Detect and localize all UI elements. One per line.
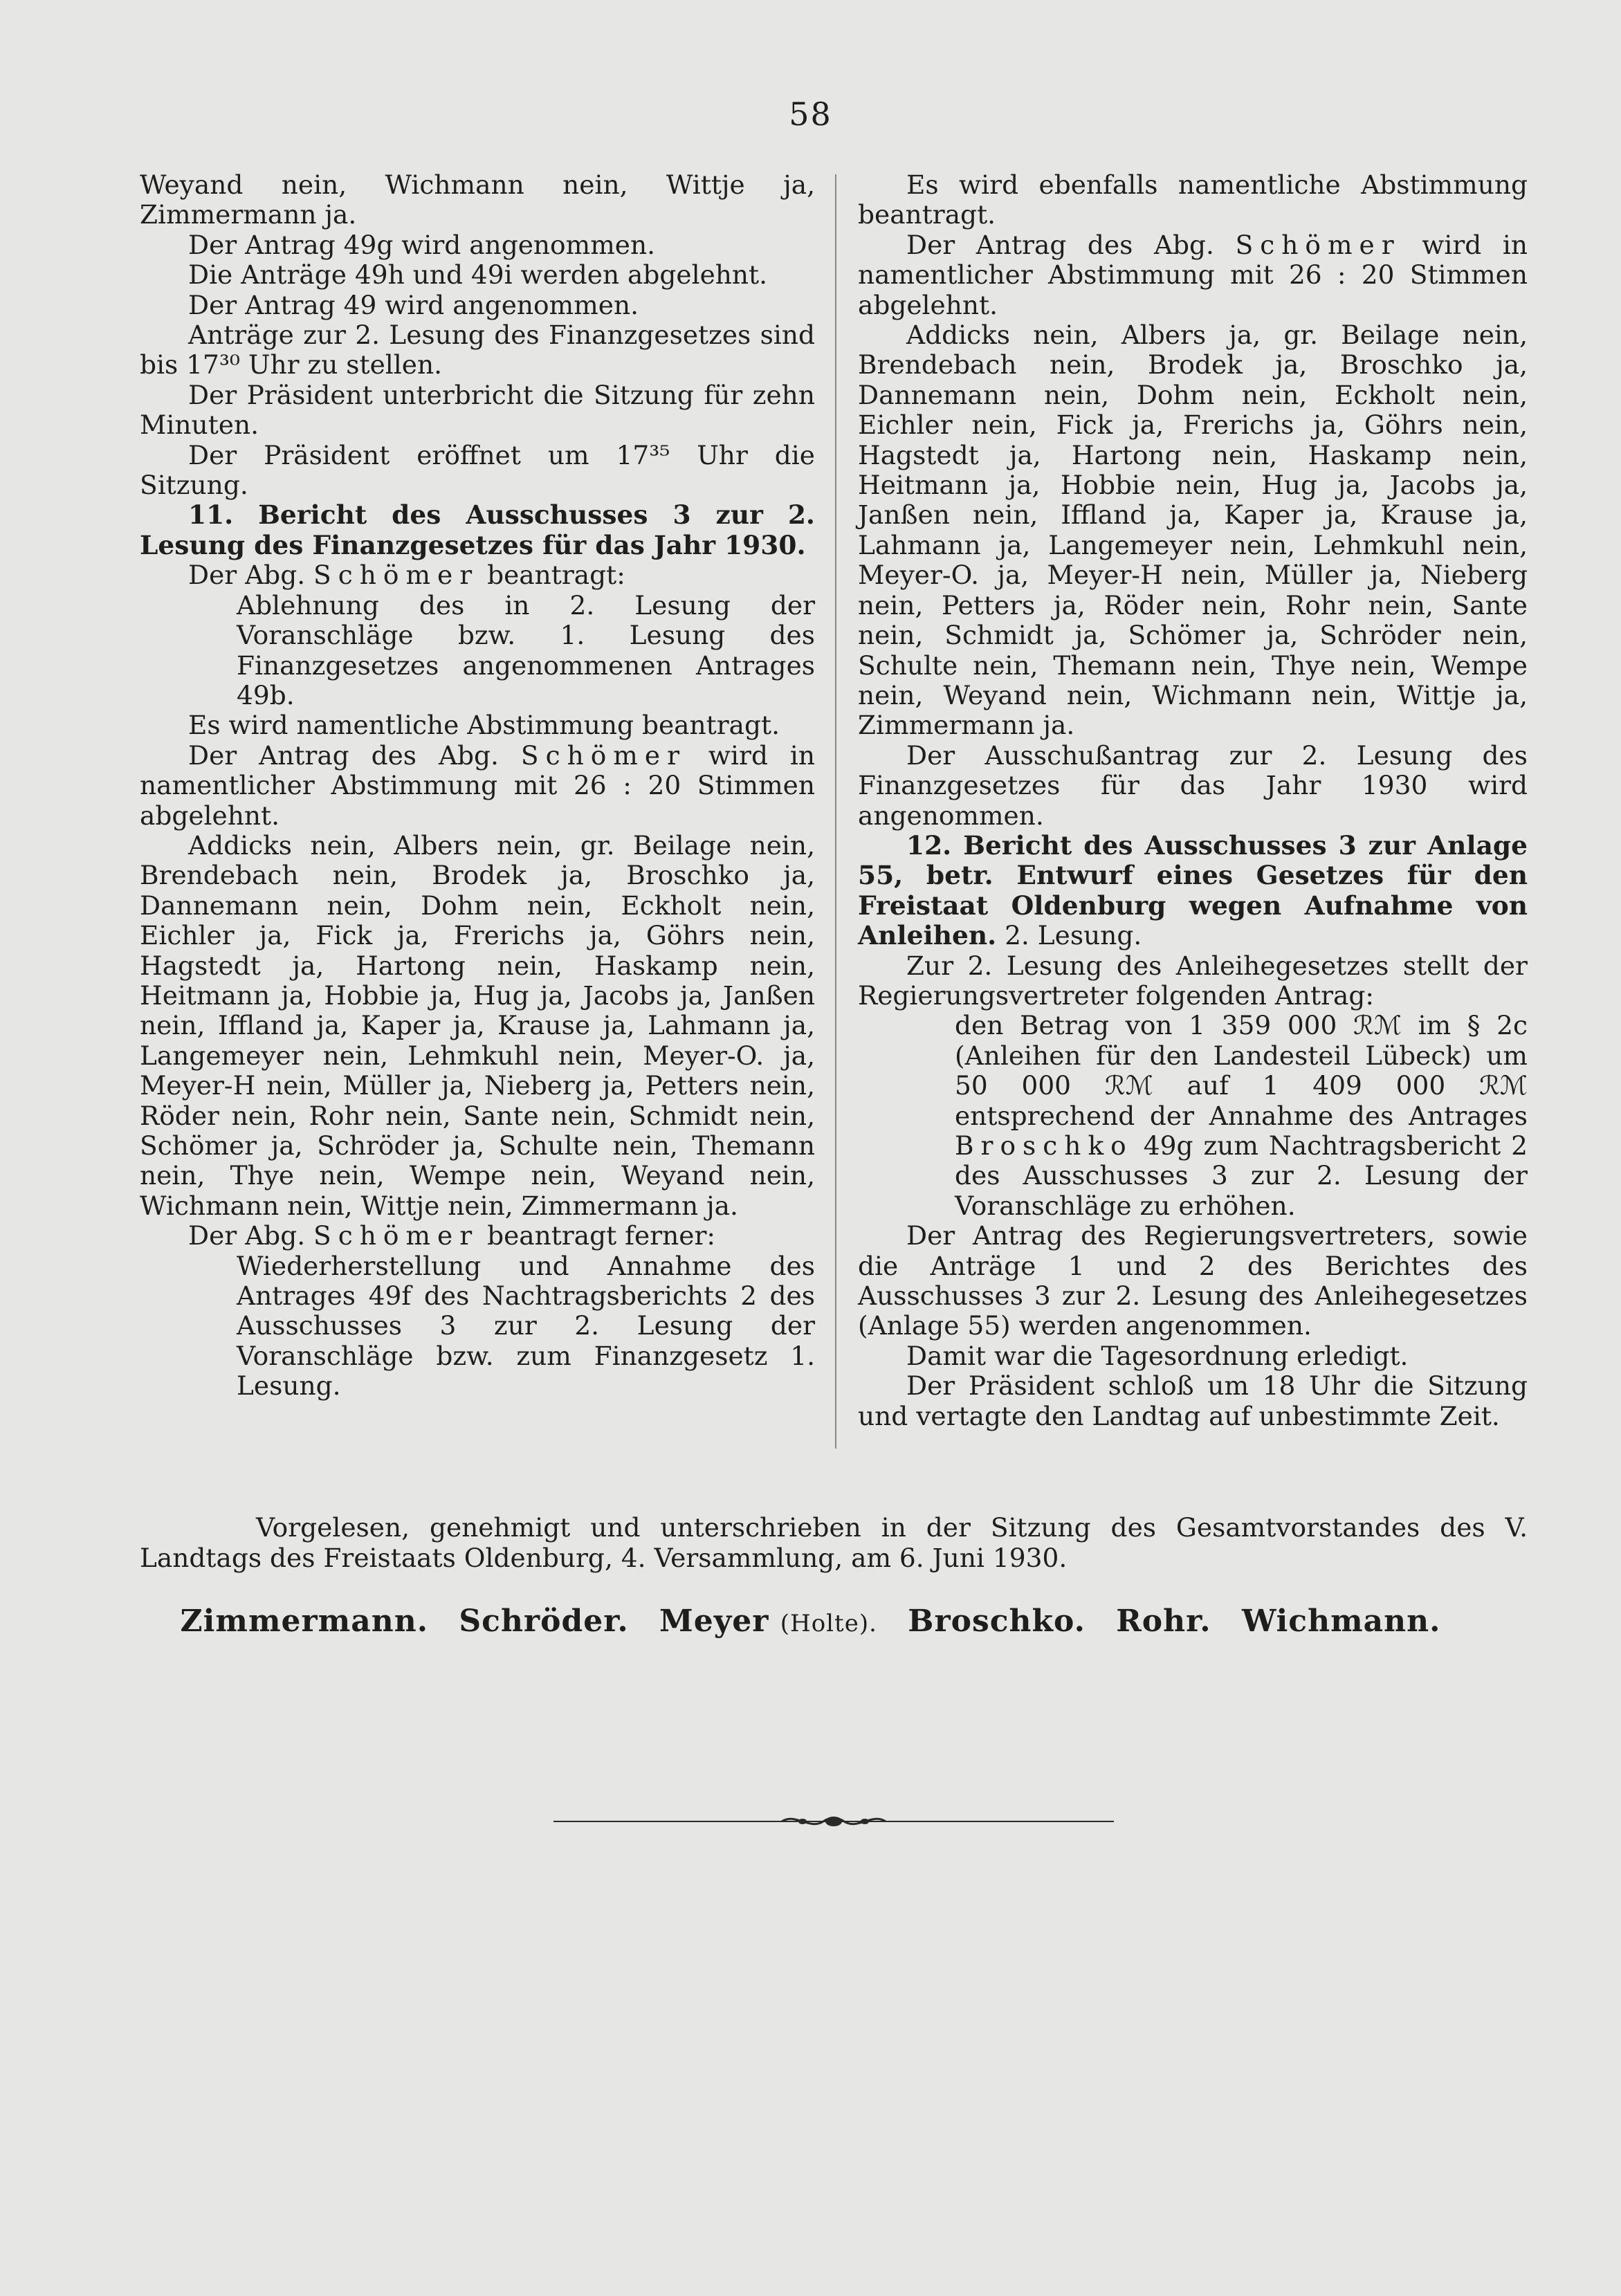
signature-zimmermann: Zimmermann.	[180, 1604, 429, 1639]
paragraph: Es wird ebenfalls namentliche Abstimmung beantragt.	[858, 169, 1528, 230]
text-part: 49g zum Nachtragsbericht 2 des Ausschusses 3 zur 2. Lesung der Voranschläge zu erhöhen.	[955, 1130, 1528, 1221]
approval-note: Vorgelesen, genehmigt und unterschrieben in der Sitzung des Gesamtvorstandes des V. Landtags des Freistaats Oldenburg, 4. Versammlung, am 6. Juni 1930.	[140, 1512, 1528, 1573]
paragraph: Der Antrag 49 wird angenommen.	[188, 289, 639, 320]
text-part: Der Antrag des Abg.	[188, 740, 499, 771]
signature-broschko: Broschko.	[908, 1604, 1086, 1639]
motion-text: Ablehnung des in 2. Lesung der Voranschläge bzw. 1. Lesung des Finanzgesetzes angenommenen Antrages 49b.	[237, 589, 815, 710]
text-part: Der Antrag des Abg.	[906, 229, 1214, 260]
text-part: wird in namentlicher Abstimmung mit 26 : 20 Stimmen abgelehnt.	[140, 740, 816, 831]
paragraph: Die Anträge 49h und 49i werden abgelehnt.	[188, 259, 768, 291]
paragraph	[140, 1221, 815, 1251]
signature-meyer-name: Meyer	[659, 1604, 769, 1639]
paragraph: Addicks nein, Albers nein, gr. Beilage nein, Brendebach nein, Brodek ja, Broschko ja, Dannemann nein, Dohm nein, Eckholt nein, Eichler ja, Fick ja, Frerichs ja, Göhrs nein, Hagstedt ja, Hartong nein, Haskamp nein, Heitmann ja, Hobbie ja, Hug ja, Jacobs ja, Janßen nein, Iffland ja, Kaper ja, Krause ja, Lahmann ja, Langemeyer nein, Lehmkuhl nein, Meyer-O. ja, Meyer-H nein, Müller ja, Nieberg ja, Petters nein, Röder nein, Rohr nein, Sante nein, Schmidt nein, Schömer ja, Schröder ja, Schulte nein, Themann nein, Thye nein, Wempe nein, Weyand nein, Wichmann nein, Wittje nein, Zimmermann ja.	[140, 829, 815, 1221]
right-column	[858, 170, 1528, 1431]
text-part: wird in namentlicher Abstimmung mit 26 : 20 Stimmen abgelehnt.	[858, 229, 1528, 320]
signature-wichmann: Wichmann.	[1241, 1604, 1441, 1639]
paragraph: Der Präsident schloß um 18 Uhr die Sitzung und vertagte den Landtag auf unbestimmte Zeit.	[858, 1370, 1528, 1431]
signature-meyer-note: (Holte).	[780, 1610, 877, 1637]
text-part: Der Abg.	[188, 1220, 306, 1251]
column-divider	[835, 174, 836, 1449]
text-part: beantragt:	[487, 560, 625, 591]
text-part: den Betrag von 1 359 000 ℛℳ im § 2c (Anleihen für den Landesteil Lübeck) um 50 000 ℛℳ auf 1 409 000 ℛℳ entsprechend der Annahme des Antrages	[955, 1010, 1528, 1131]
section-heading: 11. Bericht des Ausschusses 3 zur 2. Lesung des Finanzgesetzes für das Jahr 1930.	[140, 499, 815, 560]
speaker-name: Schömer	[520, 740, 686, 771]
paragraph: Addicks nein, Albers ja, gr. Beilage nein, Brendebach nein, Brodek ja, Broschko ja, Dannemann nein, Dohm nein, Eckholt nein, Eichler nein, Fick ja, Frerichs ja, Göhrs nein, Hagstedt ja, Hartong nein, Haskamp nein, Heitmann ja, Hobbie nein, Hug ja, Jacobs ja, Janßen nein, Iffland ja, Kaper ja, Krause ja, Lahmann ja, Langemeyer nein, Lehmkuhl nein, Meyer-O. ja, Meyer-H nein, Müller ja, Nieberg nein, Petters ja, Röder nein, Rohr nein, Sante nein, Schmidt ja, Schömer ja, Schröder nein, Schulte nein, Themann nein, Thye nein, Wempe nein, Weyand nein, Wichmann nein, Wittje ja, Zimmermann ja.	[858, 320, 1528, 741]
paragraph	[140, 560, 815, 590]
heading-tail: 2. Lesung.	[996, 920, 1142, 951]
signature-schroeder: Schröder.	[459, 1604, 629, 1639]
paragraph: Der Antrag des Regierungsvertreters, sowie die Anträge 1 und 2 des Berichtes des Ausschusses 3 zur 2. Lesung des Anleihegesetzes (Anlage 55) werden angenommen.	[858, 1220, 1528, 1341]
paragraph	[140, 741, 815, 831]
heading-text: 12. Bericht des Ausschusses 3 zur Anlage 55, betr. Entwurf eines Gesetzes für den Freistaat Oldenburg wegen Aufnahme von Anleihen.	[858, 829, 1528, 951]
speaker-name: Broschko	[955, 1130, 1133, 1161]
page-number: 58	[789, 95, 832, 133]
paragraph	[858, 230, 1528, 320]
paragraph: Es wird namentliche Abstimmung beantragt.	[188, 710, 780, 741]
signature-meyer	[659, 1604, 877, 1639]
motion-text	[955, 1011, 1528, 1221]
speaker-name: Schömer	[1235, 229, 1401, 260]
paragraph: Weyand nein, Wichmann nein, Wittje ja, Zimmermann ja.	[140, 169, 815, 230]
speaker-name: Schömer	[313, 1220, 479, 1251]
signatures	[0, 1604, 1621, 1639]
speaker-name: Schömer	[313, 560, 479, 591]
paragraph: Der Präsident unterbricht die Sitzung für zehn Minuten.	[140, 379, 815, 441]
paragraph: Damit war die Tagesordnung erledigt.	[906, 1340, 1409, 1371]
text-part: Der Abg.	[188, 560, 306, 591]
signature-rohr: Rohr.	[1116, 1604, 1211, 1639]
paragraph: Anträge zur 2. Lesung des Finanzgesetzes sind bis 17³⁰ Uhr zu stellen.	[140, 320, 815, 380]
paragraph: Der Antrag 49g wird angenommen.	[188, 229, 656, 260]
ornament-divider	[553, 1811, 1114, 1832]
text-part: beantragt ferner:	[487, 1220, 716, 1251]
motion-text: Wiederherstellung und Annahme des Antrages 49f des Nachtragsberichts 2 des Ausschusses 3 zur 2. Lesung der Voranschläge bzw. zum Finanzgesetz 1. Lesung.	[237, 1250, 815, 1402]
section-heading	[858, 831, 1528, 951]
paragraph: Der Präsident eröffnet um 17³⁵ Uhr die Sitzung.	[140, 439, 815, 501]
left-column	[140, 170, 815, 1402]
paragraph: Zur 2. Lesung des Anleihegesetzes stellt der Regierungsvertreter folgenden Antrag:	[858, 950, 1528, 1011]
paragraph: Der Ausschußantrag zur 2. Lesung des Finanzgesetzes für das Jahr 1930 wird angenommen.	[858, 740, 1528, 831]
